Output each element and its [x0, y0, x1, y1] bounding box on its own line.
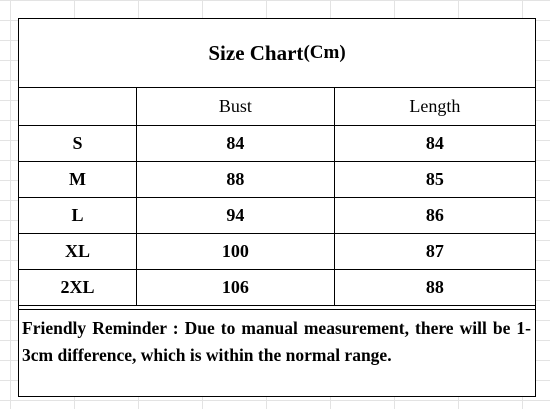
bust-cell: 106 — [136, 270, 334, 306]
size-chart — [18, 18, 536, 397]
table-row — [19, 126, 535, 162]
size-cell: S — [19, 126, 136, 162]
header-cell-bust: Bust — [136, 88, 334, 126]
bust-cell: 84 — [136, 126, 334, 162]
size-cell: 2XL — [19, 270, 136, 306]
length-cell: 86 — [334, 198, 535, 234]
header-cell-size — [19, 88, 136, 126]
bust-cell: 94 — [136, 198, 334, 234]
header-cell-length: Length — [334, 88, 535, 126]
table-header-row — [19, 88, 535, 126]
length-cell: 88 — [334, 270, 535, 306]
friendly-reminder-note: Friendly Reminder : Due to manual measurement, there will be 1- 3cm difference, which is within the normal range. — [19, 309, 535, 396]
table-row — [19, 270, 535, 306]
size-table — [19, 88, 535, 306]
bust-cell: 100 — [136, 234, 334, 270]
length-cell: 87 — [334, 234, 535, 270]
table-row — [19, 198, 535, 234]
length-cell: 85 — [334, 162, 535, 198]
size-cell: XL — [19, 234, 136, 270]
size-cell: M — [19, 162, 136, 198]
bust-cell: 88 — [136, 162, 334, 198]
table-row — [19, 234, 535, 270]
length-cell: 84 — [334, 126, 535, 162]
title-unit-text: (Cm) — [303, 42, 346, 63]
size-cell: L — [19, 198, 136, 234]
size-chart-title — [19, 19, 535, 88]
title-main-text: Size Chart — [208, 40, 304, 65]
table-row — [19, 162, 535, 198]
